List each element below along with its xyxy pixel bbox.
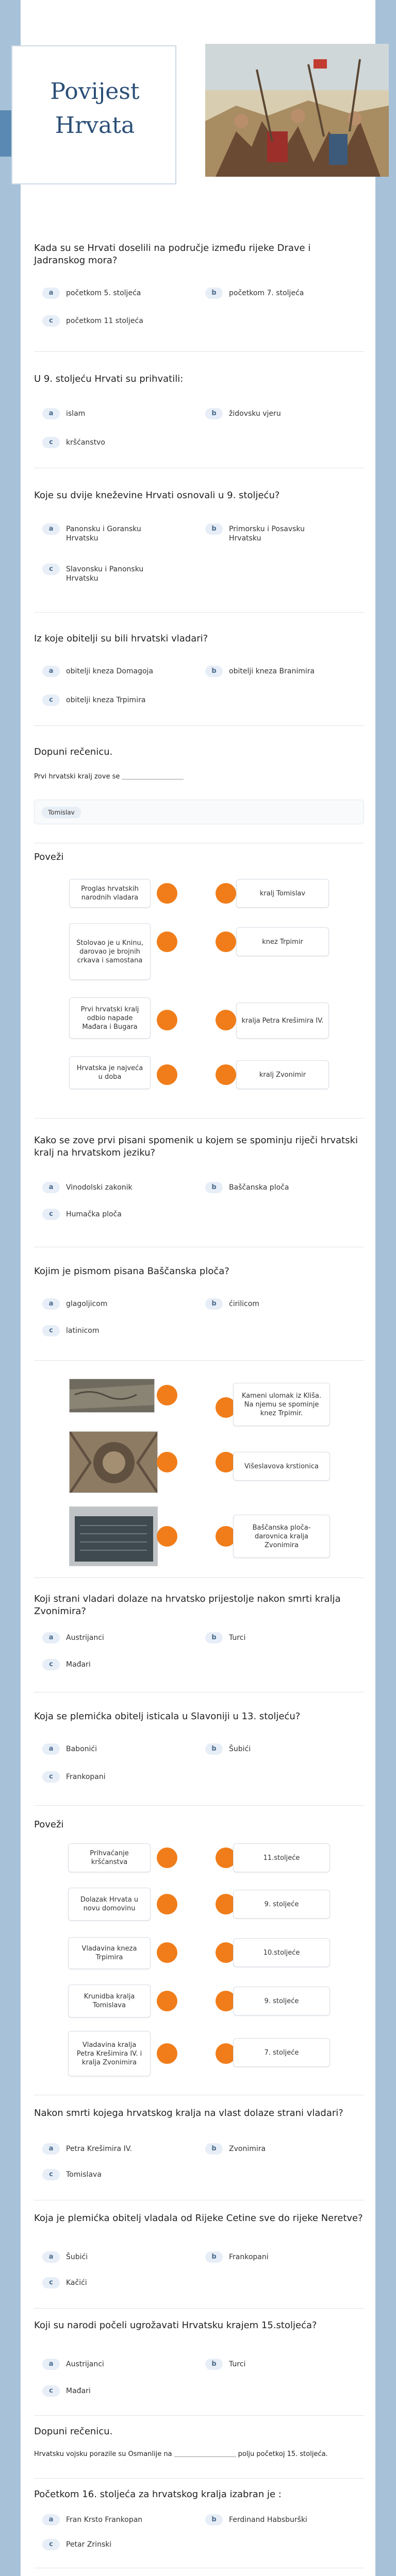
match-right-card[interactable]: 10.stoljeće — [233, 1938, 330, 1967]
q14-option-b[interactable]: b Frankopani — [205, 2251, 317, 2263]
divider — [34, 1805, 364, 1806]
option-letter-a: a — [42, 287, 60, 299]
option-letter-a: a — [42, 666, 60, 677]
question-11: Koja se plemićka obitelj isticala u Slavoniji u 13. stoljeću? — [34, 1711, 301, 1722]
q4-option-b[interactable]: b obitelji kneza Branimira — [205, 666, 317, 677]
option-letter-a: a — [42, 2251, 60, 2263]
match-right-card[interactable]: knez Trpimir — [236, 927, 329, 956]
q3-option-a[interactable]: a Panonsku i Goransku Hrvatsku — [42, 523, 154, 543]
match-connector[interactable] — [216, 1010, 236, 1030]
q1-option-c[interactable]: c početkom 11 stoljeća — [42, 315, 154, 327]
match-connector[interactable] — [157, 1385, 177, 1405]
question-4: Iz koje obitelji su bili hrvatski vladari? — [34, 633, 208, 644]
match-connector[interactable] — [157, 2043, 177, 2064]
q13-option-c[interactable]: c Tomislava — [42, 2169, 154, 2180]
fill-in-blank[interactable] — [174, 2449, 236, 2457]
option-letter-b: b — [205, 1743, 223, 1755]
option-letter-c: c — [42, 315, 60, 327]
option-letter-a: a — [42, 2143, 60, 2155]
q11-option-b[interactable]: b Šubići — [205, 1743, 317, 1755]
match-left-card[interactable]: Hrvatska je najveća u doba — [69, 1056, 151, 1089]
match-right-card[interactable]: Višeslavova krstionica — [233, 1452, 330, 1481]
match-connector[interactable] — [216, 1064, 236, 1085]
option-letter-c: c — [42, 2539, 60, 2550]
q14-option-c[interactable]: c Kačići — [42, 2277, 154, 2289]
q15-option-c[interactable]: c Mađari — [42, 2385, 154, 2397]
title-box — [11, 45, 176, 184]
q3-option-b[interactable]: b Primorsku i Posavsku Hrvatsku — [205, 523, 317, 543]
q14-option-a[interactable]: a Šubići — [42, 2251, 154, 2263]
match-connector[interactable] — [157, 1991, 177, 2011]
q17-option-a[interactable]: a Fran Krsto Frankopan — [42, 2514, 154, 2526]
option-letter-b: b — [205, 666, 223, 677]
match-left-card[interactable]: Vladavina kneza Trpimira — [68, 1937, 151, 1969]
option-letter-a: a — [42, 1298, 60, 1310]
option-letter-a: a — [42, 1632, 60, 1643]
option-letter-b: b — [205, 2359, 223, 2370]
option-letter-c: c — [42, 437, 60, 448]
question-14: Koja je plemićka obitelj vladala od Rijeke Cetine sve do rijeke Neretve? — [34, 2213, 363, 2224]
option-letter-b: b — [205, 1632, 223, 1643]
worksheet — [21, 0, 375, 2576]
q1-option-a[interactable]: a početkom 5. stoljeća — [42, 287, 154, 299]
q11-option-a[interactable]: a Babonići — [42, 1743, 154, 1755]
question-13: Nakon smrti kojega hrvatskog kralja na vlast dolaze strani vladari? — [34, 2108, 343, 2119]
match-connector[interactable] — [157, 931, 177, 952]
option-letter-a: a — [42, 2359, 60, 2370]
match-left-card[interactable]: Stolovao je u Kninu, darovao je brojnih crkava i samostana — [69, 923, 151, 980]
match-right-card[interactable]: kralj Zvonimir — [236, 1060, 329, 1089]
q8-option-b[interactable]: b ćirilicom — [205, 1298, 317, 1310]
match-connector[interactable] — [157, 883, 177, 904]
question-3: Koje su dvije kneževine Hrvati osnovali u 9. stoljeću? — [34, 490, 280, 501]
question-10: Koji strani vladari dolaze na hrvatsko prijestolje nakon smrti kralja Zvonimira? — [34, 1594, 341, 1617]
ornate-panel-image[interactable] — [69, 1431, 158, 1493]
match-connector[interactable] — [157, 1848, 177, 1868]
fill-in-heading: Dopuni rečenicu. — [34, 747, 113, 757]
option-letter-c: c — [42, 1659, 60, 1670]
option-letter-c: c — [42, 2169, 60, 2180]
option-letter-a: a — [42, 408, 60, 419]
option-letter-b: b — [205, 2514, 223, 2526]
q1-option-b[interactable]: b početkom 7. stoljeća — [205, 287, 317, 299]
match-right-card[interactable]: kralj Tomislav — [236, 879, 329, 908]
q10-option-b[interactable]: b Turci — [205, 1632, 317, 1643]
divider — [34, 2308, 364, 2309]
option-letter-c: c — [42, 1771, 60, 1783]
match-connector[interactable] — [157, 1942, 177, 1963]
match-right-card[interactable]: Kameni ulomak iz Kliša. Na njemu se spominje knez Trpimir. — [233, 1383, 330, 1426]
answer-chip[interactable]: Tomislav — [42, 807, 81, 818]
option-letter-c: c — [42, 564, 60, 575]
q2-option-a[interactable]: a islam — [42, 408, 154, 419]
option-letter-b: b — [205, 287, 223, 299]
q4-option-c[interactable]: c obitelji kneza Trpimira — [42, 694, 154, 706]
option-letter-c: c — [42, 694, 60, 706]
option-letter-b: b — [205, 408, 223, 419]
question-17: Početkom 16. stoljeća za hrvatskog kralja izabran je : — [34, 2489, 282, 2500]
header — [0, 0, 396, 222]
divider — [34, 351, 364, 352]
question-7: Kako se zove prvi pisani spomenik u kojem se spominju riječi hrvatski kralj na hrvatskom jeziku? — [34, 1135, 358, 1158]
option-letter-c: c — [42, 1325, 60, 1336]
fill-in-sentence-2: Hrvatsku vojsku porazile su Osmanlije na polju početkoj 15. stoljeća. — [34, 2450, 328, 2458]
q13-option-a[interactable]: a Petra Krešimira IV. — [42, 2143, 154, 2155]
match-right-card[interactable]: 7. stoljeće — [233, 2038, 330, 2067]
match-connector[interactable] — [157, 1010, 177, 1030]
divider — [34, 725, 364, 726]
option-letter-c: c — [42, 2385, 60, 2397]
option-letter-a: a — [42, 523, 60, 535]
match-connector[interactable] — [216, 931, 236, 952]
title-line-2: Hrvata — [55, 112, 135, 139]
option-letter-a: a — [42, 2514, 60, 2526]
question-8: Kojim je pismom pisana Baščanska ploča? — [34, 1266, 229, 1277]
q2-option-b[interactable]: b židovsku vjeru — [205, 408, 317, 419]
q10-option-c[interactable]: c Mađari — [42, 1659, 154, 1670]
q4-option-a[interactable]: a obitelji kneza Domagoja — [42, 666, 154, 677]
fill-in-heading-2: Dopuni rečenicu. — [34, 2426, 113, 2437]
q8-option-a[interactable]: a glagoljicom — [42, 1298, 154, 1310]
q10-option-a[interactable]: a Austrijanci — [42, 1632, 154, 1643]
divider — [34, 612, 364, 613]
option-letter-b: b — [205, 2143, 223, 2155]
match-heading-1: Poveži — [34, 852, 64, 862]
match-right-card[interactable]: 11.stoljeće — [233, 1843, 330, 1872]
divider — [34, 2415, 364, 2416]
match-right-card[interactable]: Baščanska ploča-darovnica kralja Zvonimira — [233, 1515, 330, 1558]
match-connector[interactable] — [157, 1064, 177, 1085]
q2-option-c[interactable]: c kršćanstvo — [42, 437, 154, 448]
match-right-card[interactable]: kralja Petra Krešimira IV. — [236, 1003, 329, 1039]
match-connector[interactable] — [157, 1452, 177, 1472]
fill-in-sentence: Prvi hrvatski kralj zove se — [34, 771, 364, 783]
q15-option-b[interactable]: b Turci — [205, 2359, 317, 2370]
answer-bank — [34, 800, 364, 824]
match-left-card[interactable]: Proglas hrvatskih narodnih vladara — [69, 879, 151, 908]
q11-option-c[interactable]: c Frankopani — [42, 1771, 154, 1783]
match-left-card[interactable]: Krunidba kralja Tomislava — [68, 1985, 151, 2018]
match-connector[interactable] — [157, 1526, 177, 1547]
question-2: U 9. stoljeću Hrvati su prihvatili: — [34, 374, 184, 384]
option-letter-b: b — [205, 523, 223, 535]
fill-in-blank[interactable] — [122, 772, 184, 779]
option-letter-b: b — [205, 1298, 223, 1310]
title-line-1: Povijest — [50, 78, 140, 105]
match-left-card[interactable]: Prihvaćanje kršćanstva — [68, 1843, 151, 1872]
stone-relief-image[interactable] — [69, 1379, 155, 1413]
q3-option-c[interactable]: c Slavonsku i Panonsku Hrvatsku — [42, 564, 154, 583]
q7-option-c[interactable]: c Humačka ploča — [42, 1209, 154, 1220]
match-left-card[interactable]: Prvi hrvatski kralj odbio napade Mađara i Bugara — [69, 997, 151, 1039]
q7-option-a[interactable]: a Vinodolski zakonik — [42, 1182, 154, 1193]
bascanska-stone-image[interactable] — [69, 1506, 158, 1566]
match-heading-3: Poveži — [34, 1819, 64, 1830]
q17-option-c[interactable]: c Petar Zrinski — [42, 2539, 154, 2550]
question-1: Kada su se Hrvati doselili na područje između rijeke Drave i Jadranskog mora? — [34, 243, 311, 266]
battle-painting-image — [205, 44, 389, 177]
option-letter-c: c — [42, 2277, 60, 2289]
q17-option-b[interactable]: b Ferdinand Habsburški — [205, 2514, 317, 2526]
match-left-card[interactable]: Dolazak Hrvata u novu domovinu — [68, 1888, 151, 1921]
q7-option-b[interactable]: b Baščanska ploča — [205, 1182, 317, 1193]
divider — [34, 2478, 364, 2479]
option-letter-c: c — [42, 1209, 60, 1220]
divider — [34, 1360, 364, 1361]
question-15: Koji su narodi počeli ugrožavati Hrvatsku krajem 15.stoljeća? — [34, 2320, 317, 2331]
option-letter-a: a — [42, 1182, 60, 1193]
match-left-card[interactable]: Vladavina kralja Petra Krešimira IV. i kralja Zvonimira — [68, 2031, 151, 2076]
match-connector[interactable] — [157, 1894, 177, 1914]
option-letter-a: a — [42, 1743, 60, 1755]
match-right-card[interactable]: 9. stoljeće — [233, 1890, 330, 1919]
match-right-card[interactable]: 9. stoljeće — [233, 1987, 330, 2015]
option-letter-b: b — [205, 2251, 223, 2263]
match-connector[interactable] — [216, 883, 236, 904]
q8-option-c[interactable]: c latinicom — [42, 1325, 154, 1336]
option-letter-b: b — [205, 1182, 223, 1193]
q15-option-a[interactable]: a Austrijanci — [42, 2359, 154, 2370]
q13-option-b[interactable]: b Zvonimira — [205, 2143, 317, 2155]
